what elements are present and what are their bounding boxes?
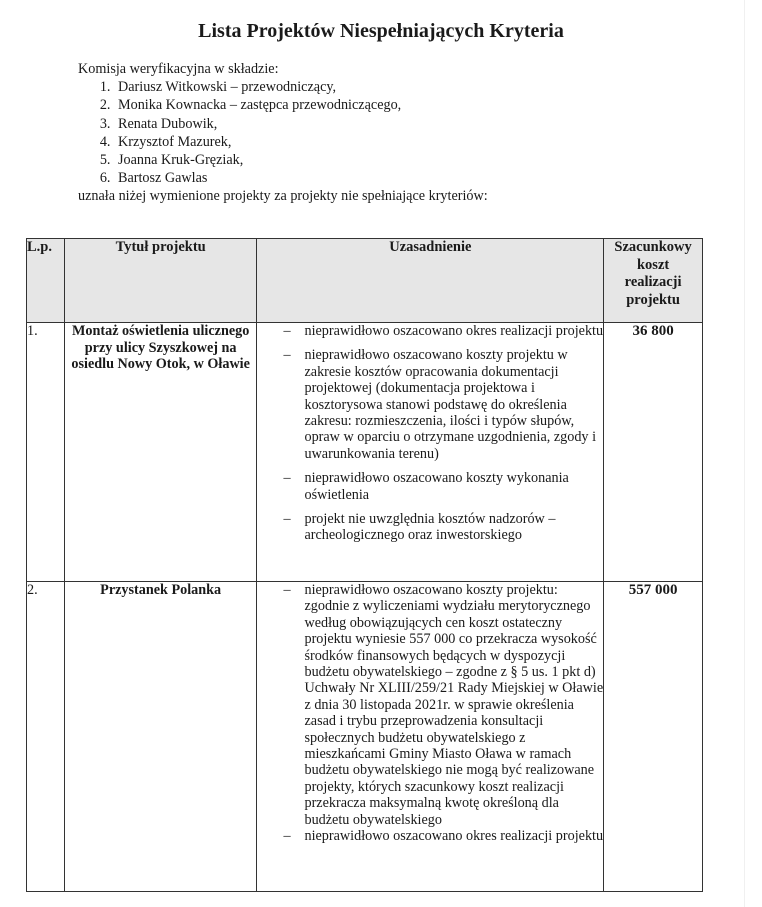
table-row (27, 582, 703, 892)
committee-conclusion: uznała niżej wymienione projekty za projekty nie spełniające kryteriów: (78, 188, 488, 205)
header-lp: L.p. (27, 239, 65, 323)
committee-member: 5. Joanna Kruk-Gręziak, (114, 151, 488, 169)
header-cost-line: realizacji (624, 274, 682, 291)
table-row (27, 323, 703, 582)
committee-member: 3. Renata Dubowik, (114, 115, 488, 133)
row-lp: 2. (27, 582, 65, 892)
header-justification: Uzasadnienie (257, 239, 604, 323)
row-project-title: Montaż oświetlenia ulicznego przy ulicy Szyszkowej na osiedlu Nowy Otok, w Oławie (64, 323, 257, 582)
header-cost-line: koszt (636, 256, 670, 273)
committee-intro: Komisja weryfikacyjna w składzie: (78, 61, 279, 77)
reason-item: – nieprawidłowo oszacowano koszty projektu w zakresie kosztów opracowania dokumentacji projektowej (dokumentacja projektowa i kosztorysowa stanowi podstawę do określenia zakresu: rozmieszczenia, ilości i typów słupów, opraw w oparciu o otrzymane uzgodnienia, zgody i uwarunkowania terenu) (257, 347, 603, 462)
reasons-list (257, 582, 603, 845)
row-cost: 557 000 (604, 582, 703, 892)
reasons-list (257, 323, 603, 544)
header-cost-line: projektu (626, 291, 680, 308)
header-cost (604, 239, 703, 323)
row-project-title: Przystanek Polanka (64, 582, 257, 892)
reason-item: – nieprawidłowo oszacowano koszty projektu: zgodnie z wyliczeniami wydziału merytorycznego według obowiązujących cen koszt ostateczny projektu wyniesie 557 000 co przekracza wysokość środków finansowych będących w dyspozycji budżetu obywatelskiego – zgodne z § 5 us. 1 pkt d) Uchwały Nr XLIII/259/21 Rady Miejskiej w Oławie z dnia 30 listopada 2021r. w sprawie określenia zasad i trybu przeprowadzenia konsultacji społecznych budżetu obywatelskiego z mieszkańcami Gminy Miasto Oława w ramach budżetu obywatelskiego nie mogą być realizowane projekty, których szacunkowy koszt realizacji przekracza maksymalną kwotę określoną dla budżetu obywatelskiego (257, 582, 603, 828)
reason-item: – nieprawidłowo oszacowano okres realizacji projektu (257, 323, 603, 339)
page-edge (744, 0, 745, 907)
reason-item: – projekt nie uwzględnia kosztów nadzorów – archeologicznego oraz inwestorskiego (257, 511, 603, 544)
reason-item: – nieprawidłowo oszacowano koszty wykonania oświetlenia (257, 470, 603, 503)
document-title: Lista Projektów Niespełniających Kryteria (198, 20, 564, 42)
committee-member: 1. Dariusz Witkowski – przewodniczący, (114, 78, 488, 96)
committee-member: 4. Krzysztof Mazurek, (114, 133, 488, 151)
row-justification (257, 323, 604, 582)
header-title: Tytuł projektu (64, 239, 257, 323)
committee-member: 6. Bartosz Gawlas (114, 169, 488, 187)
reason-item: – nieprawidłowo oszacowano okres realizacji projektu (257, 828, 603, 844)
committee-member: 2. Monika Kownacka – zastępca przewodniczącego, (114, 96, 488, 114)
header-cost-line: Szacunkowy (614, 239, 692, 255)
row-lp: 1. (27, 323, 65, 582)
row-cost: 36 800 (604, 323, 703, 582)
table-header-row (27, 239, 703, 323)
committee-section (78, 60, 488, 206)
row-justification (257, 582, 604, 892)
committee-list (78, 78, 488, 187)
projects-table (26, 238, 703, 892)
